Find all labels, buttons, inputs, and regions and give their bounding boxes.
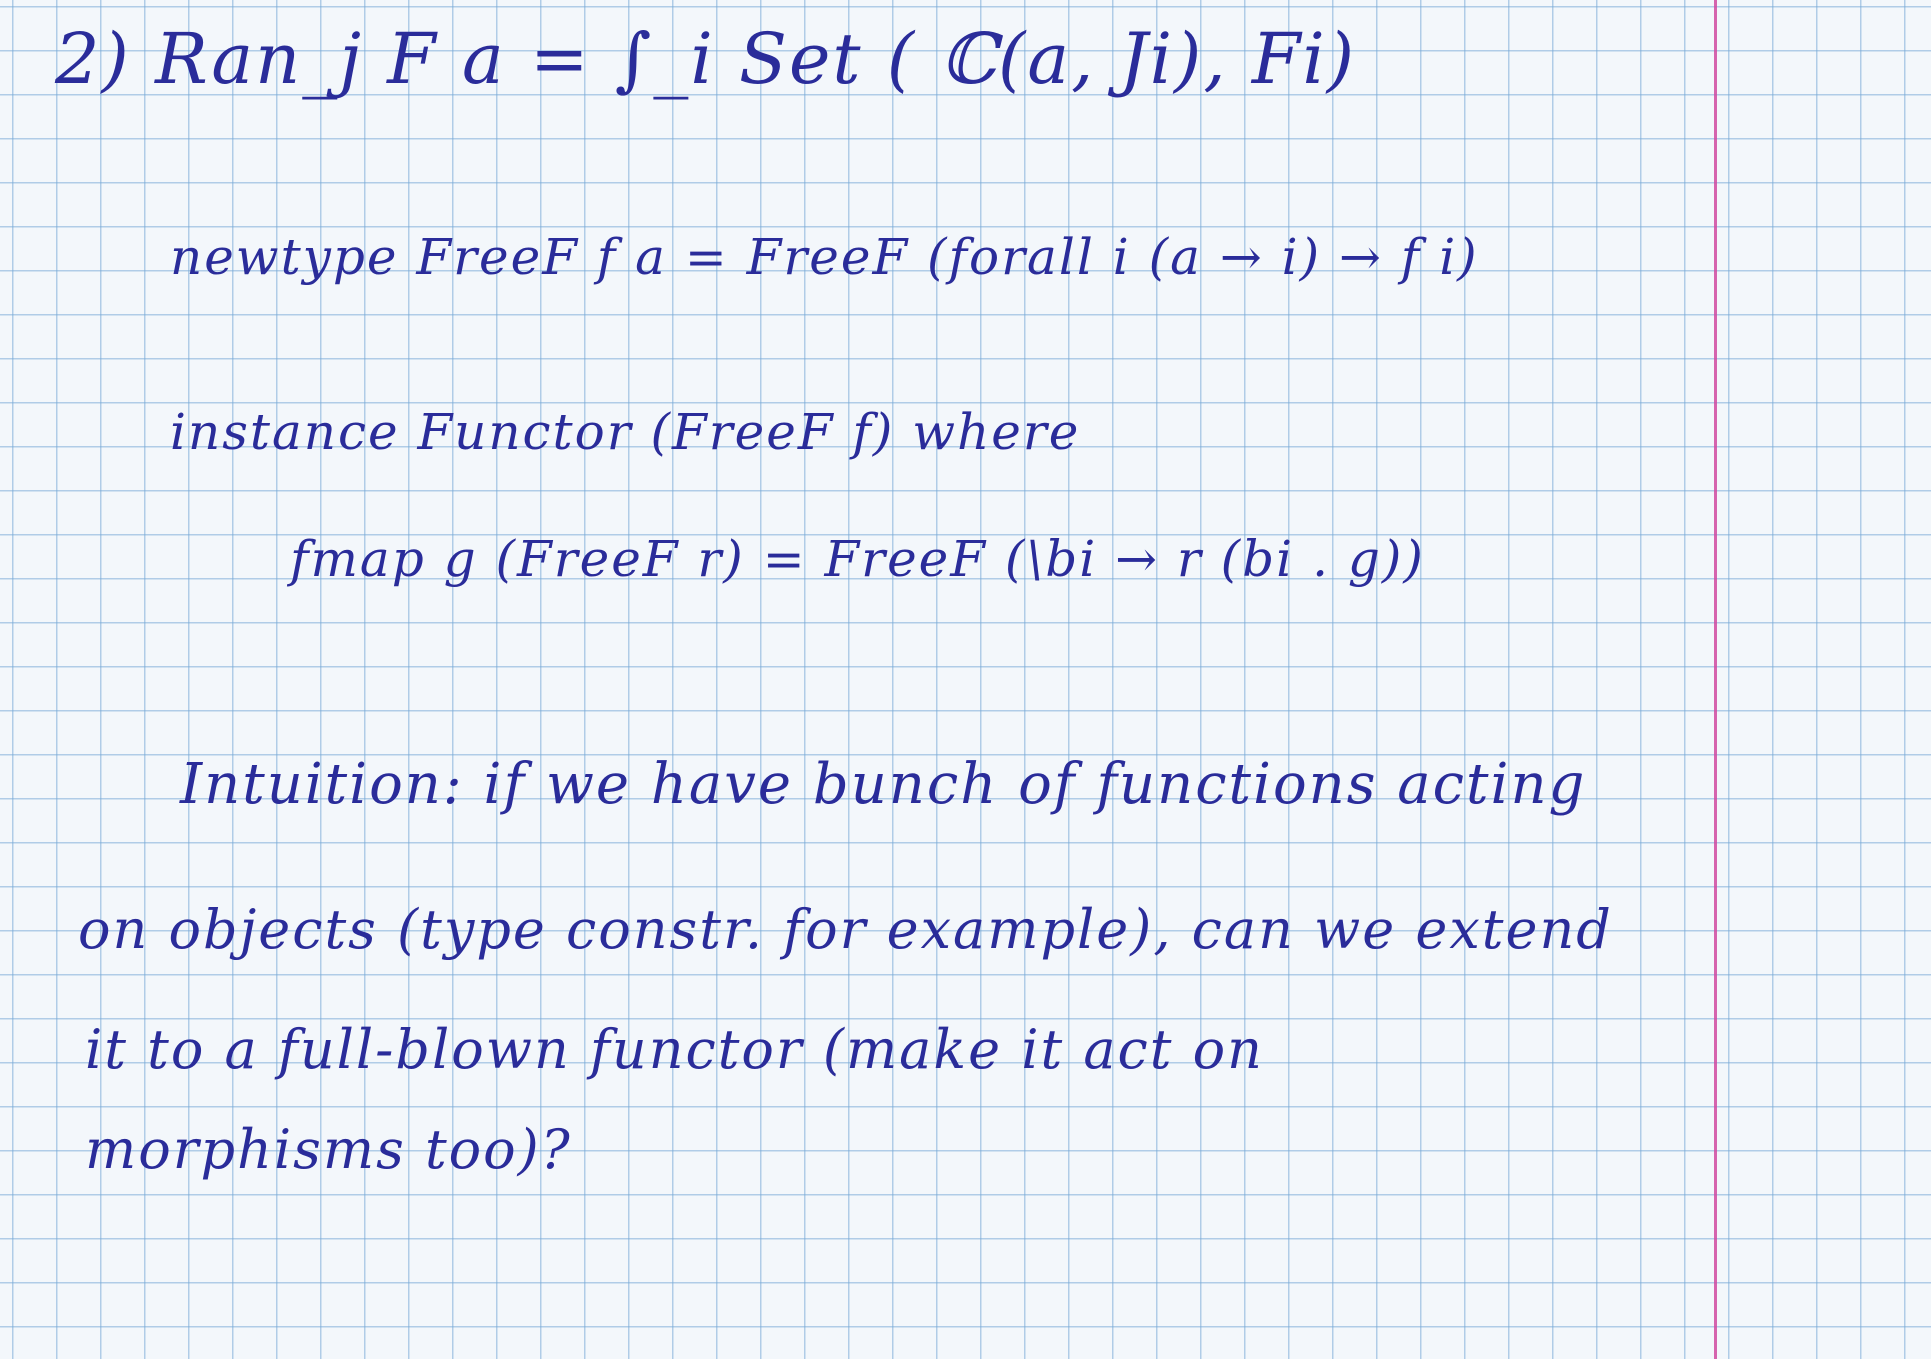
margin-line <box>1714 0 1717 1359</box>
note-line-fmap: fmap g (FreeF r) = FreeF (\bi → r (bi . g)) <box>290 530 1425 588</box>
note-line-morphisms: morphisms too)? <box>85 1118 572 1181</box>
note-line-ran-formula: 2) Ran_j F a = ∫_i Set ( ℂ(a, Ji), Fi) <box>55 18 1357 100</box>
note-line-objects: on objects (type constr. for example), can we extend <box>78 898 1613 961</box>
note-line-instance: instance Functor (FreeF f) where <box>170 403 1081 461</box>
note-line-intuition: Intuition: if we have bunch of functions acting <box>180 752 1587 817</box>
note-line-newtype: newtype FreeF f a = FreeF (forall i (a → i) → f i) <box>170 228 1479 286</box>
note-line-functor: it to a full-blown functor (make it act on <box>85 1018 1264 1081</box>
